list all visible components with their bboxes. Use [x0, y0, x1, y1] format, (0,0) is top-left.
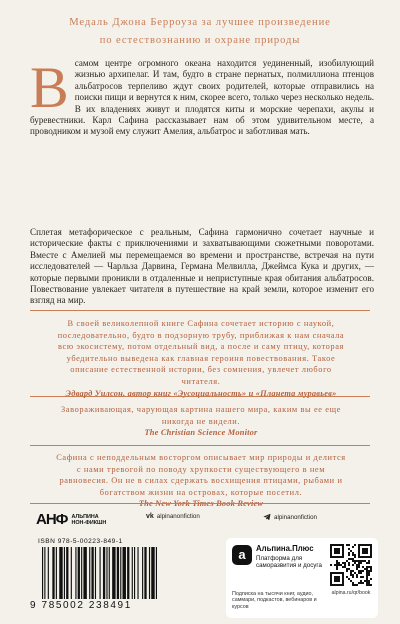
telegram-label: alpinanonfiction: [274, 513, 318, 521]
award-line-1: Медаль Джона Берроуза за лучшее произведение: [69, 17, 331, 28]
barcode-area: [30, 538, 218, 616]
drop-cap: В: [30, 55, 69, 120]
publisher-logo: [36, 511, 106, 528]
barcode-bars: [38, 547, 216, 603]
divider: [30, 310, 370, 311]
vk-label: alpinanonfiction: [156, 513, 200, 520]
promo-subtitle: Платформа для саморазвития и досуга: [256, 555, 322, 570]
publisher-name-line-1: АЛЬПИНА: [71, 513, 99, 520]
divider: [30, 396, 370, 397]
alpina-plus-card: [226, 538, 378, 618]
quote-text: В своей великолепной книге Сафина сочетает историю с наукой, последовательно, будто в подзорную трубу, приближая к нам сначала всю экосистему, потом отдельный вид, а после и саму птицу, которая убедительно выведена как главная героиня повествования. Такое описание естественной истории, без сомнения, увлечет любого читателя.: [57, 319, 345, 386]
qr-code[interactable]: [330, 544, 372, 586]
telegram-icon: [263, 513, 271, 521]
publisher-mark: АНФ: [36, 511, 68, 528]
barcode-number: 9 785002 238491: [30, 600, 132, 611]
alpina-plus-logo: a: [232, 545, 252, 565]
review-quote-3: [56, 452, 346, 510]
award-line-2: по естествознанию и охране природы: [99, 35, 301, 46]
quote-text: Завораживающая, чарующая картина нашего мира, каким вы ее еще никогда не видели.: [61, 405, 341, 426]
review-quote-2: [56, 404, 346, 439]
quote-attribution: The New York Times Book Review: [138, 499, 264, 509]
vk-icon: vk: [146, 513, 154, 520]
intro-text: самом центре огромного океана находится уединенный, изобилующий жизнью архипелаг. И там, будто в стране пернатых, полмиллиона птенцов альбатросов терпеливо ждут своих родителей, которые отправились на поиски пищи и вернутся к ним, скорее всего, только через несколько недель. В их владениях живут и плодятся киты и морские черепахи, акулы и буревестники. Карл Сафина рассказывает нам об этом удивительном месте, а проводником и музой ему служит Амелия, альбатрос и заботливая мать.: [30, 58, 374, 137]
publisher-name-line-2: НОН-ФИКШН: [71, 519, 107, 526]
quote-attribution: Эдвард Уилсон, автор книг «Эусоциальность» и «Планета муравьев»: [65, 388, 337, 398]
vk-link[interactable]: [146, 513, 200, 520]
intro-paragraph: [30, 55, 374, 138]
telegram-link[interactable]: [263, 513, 317, 521]
qr-url: alpina.ru/qr/book: [331, 590, 371, 596]
promo-name: Альпина.Плюс: [256, 544, 314, 553]
quote-text: Сафина с неподдельным восторгом описывает мир природы и делится с нами тревогой по поводу хрупкости существующего в нем равновесия. Он не в силах сдержать восхищения птицами, рыбами и богатством жизни на островах, которые посетил.: [56, 453, 346, 497]
quote-attribution: The Christian Science Monitor: [144, 428, 258, 438]
divider: [30, 503, 370, 504]
review-quote-1: [56, 318, 346, 399]
award-banner: [30, 14, 370, 50]
isbn-text: ISBN 978-5-00223-849-1: [38, 538, 123, 545]
summary-paragraph: Сплетая метафорическое с реальным, Сафина гармонично сочетает научные и исторические факты с приключениями и захватывающими сюжетными поворотами. Вместе с Амелией мы перемещаемся во времени и пространстве, встречая на пути исследователей — Чарльза Дарвина, Германа Мелвилла, Джеймса Кука и других, — которые первыми проникли в отдаленные и неприступные края обитания альбатросов. Повествование увлекает читателя в путешествие на край земли, которое изменит его взгляд на мир.: [30, 227, 374, 306]
divider: [30, 445, 370, 446]
promo-description: Подписка на тысячи книг, аудио, саммари, подкастов, вебинаров и курсов: [232, 591, 317, 610]
